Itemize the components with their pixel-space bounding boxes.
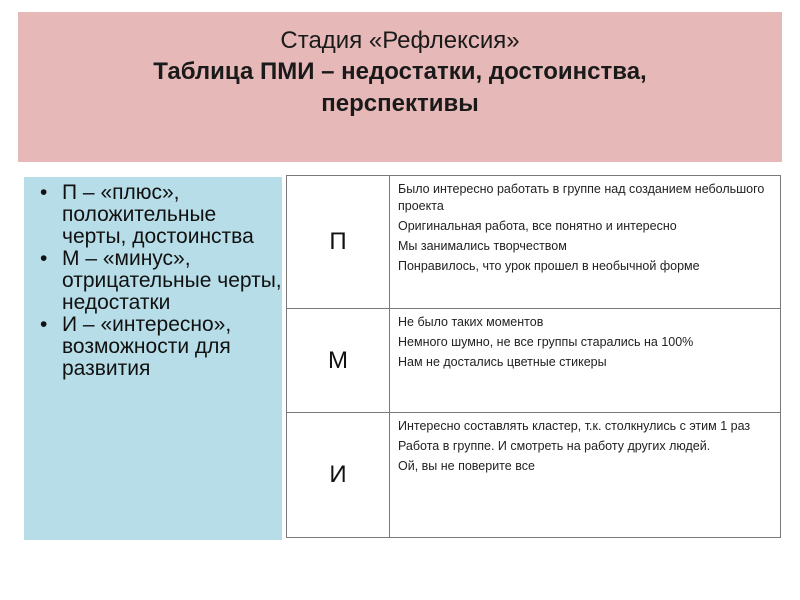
- row-letter: М: [287, 309, 390, 413]
- entry-text: Мы занимались творчеством: [398, 239, 567, 253]
- entry-text: Понравилось, что урок прошел в необычной форме: [398, 259, 700, 273]
- legend-item-plus: [24, 182, 282, 248]
- row-content: [390, 176, 781, 309]
- slide-title-line-1: Таблица ПМИ – недостатки, достоинства,: [153, 58, 647, 85]
- legend-item-text: М – «минус», отрицательные черты, недостатки: [62, 247, 282, 314]
- row-content: [390, 309, 781, 413]
- table-row-plus: [287, 176, 781, 309]
- slide-subtitle: Стадия «Рефлексия»: [280, 27, 520, 54]
- entry-text: Ой, вы не поверите все: [398, 459, 535, 473]
- table-row-minus: [287, 309, 781, 413]
- bullet-icon: •: [40, 247, 48, 270]
- entry-text: Оригинальная работа, все понятно и интересно: [398, 219, 677, 233]
- legend-item-text: П – «плюс», положительные черты, достоинства: [62, 181, 254, 248]
- row-letter: И: [287, 413, 390, 538]
- entry-text: Немного шумно, не все группы старались на 100%: [398, 335, 694, 349]
- legend-item-text: И – «интересно», возможности для развития: [62, 313, 232, 380]
- entry-text: Интересно составлять кластер, т.к. столкнулись с этим 1 раз: [398, 419, 751, 433]
- bullet-icon: •: [40, 313, 48, 336]
- slide-title: [18, 56, 782, 120]
- entry-text: Работа в группе. И смотреть на работу других людей.: [398, 439, 711, 453]
- entry-text: Не было таких моментов: [398, 315, 544, 329]
- entry-text: Было интересно работать в группе над созданием небольшого проекта: [398, 182, 765, 213]
- legend-item-minus: [24, 248, 282, 314]
- pmi-table: [286, 175, 781, 538]
- legend-panel: [24, 177, 282, 540]
- table-row-interesting: [287, 413, 781, 538]
- slide-title-line-2: перспективы: [321, 90, 479, 117]
- row-content: [390, 413, 781, 538]
- legend-list: [24, 177, 282, 380]
- bullet-icon: •: [40, 181, 48, 204]
- legend-item-interesting: [24, 314, 282, 380]
- entry-text: Нам не достались цветные стикеры: [398, 355, 607, 369]
- row-letter: П: [287, 176, 390, 309]
- title-band: [18, 12, 782, 162]
